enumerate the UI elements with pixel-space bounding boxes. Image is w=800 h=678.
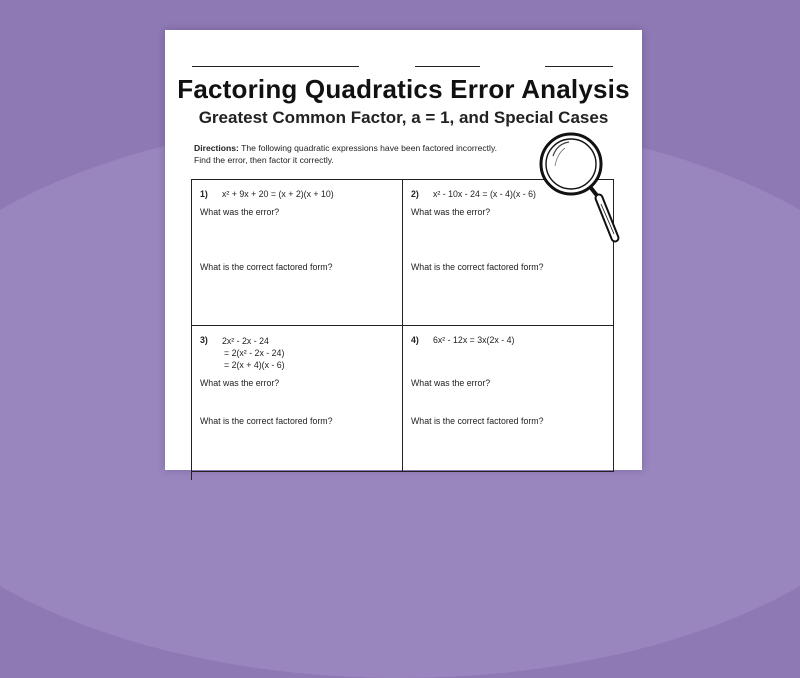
- correct-form-question: What is the correct factored form?: [200, 416, 333, 426]
- worksheet-page: [165, 30, 642, 470]
- problem-expression: x² + 9x + 20 = (x + 2)(x + 10): [222, 189, 334, 199]
- problem-number: 1): [200, 189, 208, 199]
- problem-number: 4): [411, 335, 419, 345]
- problem-cell-1: [192, 180, 403, 326]
- date-blank-line: [415, 66, 480, 67]
- problem-number: 2): [411, 189, 419, 199]
- expression-line: 2x² - 2x - 24: [222, 336, 269, 346]
- problem-expression: x² - 10x - 24 = (x - 4)(x - 6): [433, 189, 536, 199]
- page-subtitle: Greatest Common Factor, a = 1, and Special Cases: [198, 108, 609, 127]
- directions-text: The following quadratic expressions have been factored incorrectly. Find the error, then factor it correctly.: [194, 143, 498, 165]
- period-blank-line: [545, 66, 613, 67]
- directions: [194, 142, 514, 166]
- directions-label: Directions:: [194, 143, 239, 153]
- error-question: What was the error?: [411, 207, 491, 217]
- correct-form-question: What is the correct factored form?: [411, 262, 544, 272]
- name-blank-line: [192, 66, 359, 67]
- expression-line: = 2(x + 4)(x - 6): [224, 360, 285, 370]
- error-question: What was the error?: [200, 207, 280, 217]
- problem-expression: 6x² - 12x = 3x(2x - 4): [433, 335, 515, 345]
- correct-form-question: What is the correct factored form?: [200, 262, 333, 272]
- magnifying-glass-icon: [535, 130, 625, 250]
- error-question: What was the error?: [411, 378, 491, 388]
- problem-cell-4: [403, 326, 614, 472]
- problem-number: 3): [200, 335, 208, 345]
- correct-form-question: What is the correct factored form?: [411, 416, 544, 426]
- problem-cell-3: [192, 326, 403, 472]
- expression-line: = 2(x² - 2x - 24): [224, 348, 285, 358]
- page-title: Factoring Quadratics Error Analysis: [177, 74, 630, 104]
- error-question: What was the error?: [200, 378, 280, 388]
- problem-expression: [222, 335, 285, 371]
